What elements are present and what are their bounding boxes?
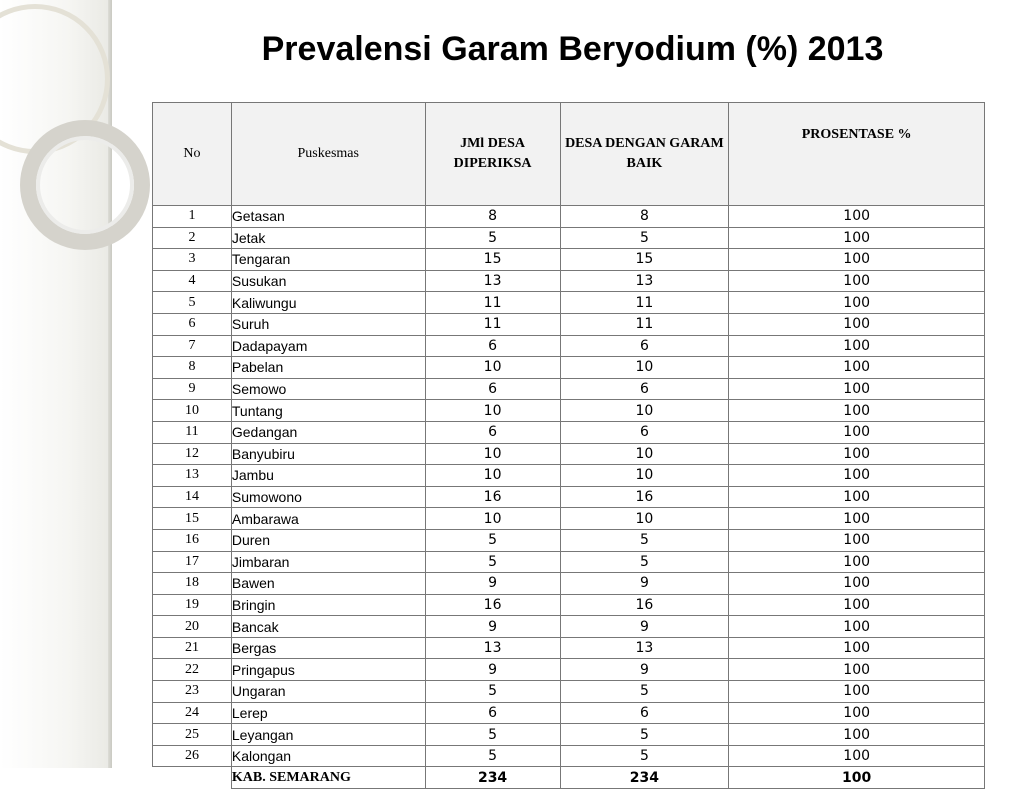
table-header-row — [153, 103, 985, 206]
cell-puskesmas: Tuntang — [231, 400, 425, 422]
total-blank-cell — [153, 767, 232, 789]
cell-jml-desa: 10 — [425, 465, 560, 487]
cell-puskesmas: Duren — [231, 529, 425, 551]
table-row — [153, 594, 985, 616]
cell-jml-desa: 9 — [425, 573, 560, 595]
cell-puskesmas: Sumowono — [231, 486, 425, 508]
cell-desa-garam-baik: 6 — [560, 378, 729, 400]
cell-prosentase: 100 — [729, 400, 985, 422]
header-desa-garam-baik: DESA DENGAN GARAM BAIK — [560, 103, 729, 206]
table-row — [153, 529, 985, 551]
cell-desa-garam-baik: 9 — [560, 573, 729, 595]
cell-no: 16 — [153, 529, 232, 551]
cell-puskesmas: Ungaran — [231, 681, 425, 703]
cell-no: 15 — [153, 508, 232, 530]
cell-desa-garam-baik: 10 — [560, 443, 729, 465]
cell-puskesmas: Jetak — [231, 227, 425, 249]
table-body — [153, 206, 985, 767]
cell-jml-desa: 11 — [425, 292, 560, 314]
table-row — [153, 357, 985, 379]
cell-puskesmas: Bringin — [231, 594, 425, 616]
cell-puskesmas: Lerep — [231, 702, 425, 724]
cell-jml-desa: 6 — [425, 335, 560, 357]
cell-puskesmas: Bancak — [231, 616, 425, 638]
table-row — [153, 400, 985, 422]
cell-desa-garam-baik: 6 — [560, 335, 729, 357]
cell-no: 24 — [153, 702, 232, 724]
cell-prosentase: 100 — [729, 421, 985, 443]
cell-prosentase: 100 — [729, 702, 985, 724]
cell-prosentase: 100 — [729, 249, 985, 271]
table-row — [153, 551, 985, 573]
cell-prosentase: 100 — [729, 357, 985, 379]
cell-prosentase: 100 — [729, 659, 985, 681]
cell-puskesmas: Kalongan — [231, 745, 425, 767]
cell-prosentase: 100 — [729, 227, 985, 249]
cell-desa-garam-baik: 5 — [560, 724, 729, 746]
table-row — [153, 745, 985, 767]
cell-no: 8 — [153, 357, 232, 379]
table-row — [153, 659, 985, 681]
header-prosentase: PROSENTASE % — [729, 103, 985, 206]
header-puskesmas: Puskesmas — [231, 103, 425, 206]
cell-jml-desa: 13 — [425, 270, 560, 292]
cell-desa-garam-baik: 9 — [560, 659, 729, 681]
cell-puskesmas: Susukan — [231, 270, 425, 292]
cell-puskesmas: Dadapayam — [231, 335, 425, 357]
cell-puskesmas: Bergas — [231, 637, 425, 659]
cell-jml-desa: 6 — [425, 421, 560, 443]
cell-puskesmas: Semowo — [231, 378, 425, 400]
prevalence-table — [152, 102, 985, 789]
cell-no: 6 — [153, 313, 232, 335]
cell-puskesmas: Leyangan — [231, 724, 425, 746]
cell-desa-garam-baik: 10 — [560, 508, 729, 530]
table-row — [153, 681, 985, 703]
cell-jml-desa: 6 — [425, 378, 560, 400]
cell-desa-garam-baik: 5 — [560, 529, 729, 551]
cell-desa-garam-baik: 10 — [560, 357, 729, 379]
cell-puskesmas: Jambu — [231, 465, 425, 487]
cell-desa-garam-baik: 10 — [560, 465, 729, 487]
cell-jml-desa: 5 — [425, 681, 560, 703]
cell-jml-desa: 16 — [425, 486, 560, 508]
table-row — [153, 573, 985, 595]
cell-no: 21 — [153, 637, 232, 659]
cell-jml-desa: 9 — [425, 659, 560, 681]
cell-no: 19 — [153, 594, 232, 616]
table-row — [153, 378, 985, 400]
cell-prosentase: 100 — [729, 313, 985, 335]
cell-no: 4 — [153, 270, 232, 292]
table-row — [153, 465, 985, 487]
total-desa-garam-baik: 234 — [560, 767, 729, 789]
total-prosentase: 100 — [729, 767, 985, 789]
cell-prosentase: 100 — [729, 745, 985, 767]
cell-puskesmas: Gedangan — [231, 421, 425, 443]
cell-prosentase: 100 — [729, 637, 985, 659]
cell-no: 12 — [153, 443, 232, 465]
cell-desa-garam-baik: 8 — [560, 206, 729, 228]
cell-prosentase: 100 — [729, 292, 985, 314]
cell-no: 1 — [153, 206, 232, 228]
cell-prosentase: 100 — [729, 206, 985, 228]
cell-no: 5 — [153, 292, 232, 314]
table-row — [153, 270, 985, 292]
total-jml-desa: 234 — [425, 767, 560, 789]
table-row — [153, 206, 985, 228]
cell-no: 17 — [153, 551, 232, 573]
cell-jml-desa: 15 — [425, 249, 560, 271]
table-row — [153, 508, 985, 530]
cell-prosentase: 100 — [729, 465, 985, 487]
cell-no: 18 — [153, 573, 232, 595]
cell-prosentase: 100 — [729, 724, 985, 746]
cell-desa-garam-baik: 10 — [560, 400, 729, 422]
cell-no: 3 — [153, 249, 232, 271]
cell-puskesmas: Suruh — [231, 313, 425, 335]
cell-jml-desa: 10 — [425, 357, 560, 379]
table-row — [153, 637, 985, 659]
header-jml-desa: JMl DESA DIPERIKSA — [425, 103, 560, 206]
cell-desa-garam-baik: 13 — [560, 637, 729, 659]
cell-puskesmas: Banyubiru — [231, 443, 425, 465]
cell-no: 14 — [153, 486, 232, 508]
cell-prosentase: 100 — [729, 681, 985, 703]
slide-title: Prevalensi Garam Beryodium (%) 2013 — [261, 30, 884, 68]
cell-jml-desa: 8 — [425, 206, 560, 228]
cell-jml-desa: 5 — [425, 551, 560, 573]
cell-puskesmas: Kaliwungu — [231, 292, 425, 314]
cell-jml-desa: 5 — [425, 529, 560, 551]
cell-prosentase: 100 — [729, 551, 985, 573]
cell-no: 25 — [153, 724, 232, 746]
cell-desa-garam-baik: 9 — [560, 616, 729, 638]
table-row — [153, 486, 985, 508]
table-row — [153, 313, 985, 335]
cell-puskesmas: Bawen — [231, 573, 425, 595]
table-row — [153, 249, 985, 271]
cell-prosentase: 100 — [729, 443, 985, 465]
cell-desa-garam-baik: 15 — [560, 249, 729, 271]
cell-no: 26 — [153, 745, 232, 767]
cell-prosentase: 100 — [729, 573, 985, 595]
cell-desa-garam-baik: 5 — [560, 681, 729, 703]
cell-desa-garam-baik: 16 — [560, 594, 729, 616]
cell-desa-garam-baik: 11 — [560, 292, 729, 314]
cell-desa-garam-baik: 13 — [560, 270, 729, 292]
cell-no: 23 — [153, 681, 232, 703]
cell-prosentase: 100 — [729, 529, 985, 551]
cell-prosentase: 100 — [729, 270, 985, 292]
cell-jml-desa: 10 — [425, 400, 560, 422]
cell-prosentase: 100 — [729, 594, 985, 616]
cell-puskesmas: Jimbaran — [231, 551, 425, 573]
table-row — [153, 724, 985, 746]
cell-no: 10 — [153, 400, 232, 422]
table-row — [153, 227, 985, 249]
cell-prosentase: 100 — [729, 508, 985, 530]
cell-jml-desa: 16 — [425, 594, 560, 616]
cell-desa-garam-baik: 5 — [560, 227, 729, 249]
cell-puskesmas: Tengaran — [231, 249, 425, 271]
cell-puskesmas: Getasan — [231, 206, 425, 228]
cell-prosentase: 100 — [729, 335, 985, 357]
cell-no: 9 — [153, 378, 232, 400]
cell-no: 22 — [153, 659, 232, 681]
cell-no: 13 — [153, 465, 232, 487]
table-row — [153, 616, 985, 638]
cell-desa-garam-baik: 6 — [560, 421, 729, 443]
cell-jml-desa: 6 — [425, 702, 560, 724]
side-panel-edge — [108, 0, 112, 768]
cell-desa-garam-baik: 6 — [560, 702, 729, 724]
cell-no: 20 — [153, 616, 232, 638]
decorative-ring-inner — [36, 136, 134, 234]
cell-puskesmas: Ambarawa — [231, 508, 425, 530]
table-row — [153, 702, 985, 724]
cell-jml-desa: 10 — [425, 443, 560, 465]
cell-jml-desa: 13 — [425, 637, 560, 659]
cell-no: 11 — [153, 421, 232, 443]
cell-jml-desa: 11 — [425, 313, 560, 335]
table-total-row — [153, 767, 985, 789]
header-no: No — [153, 103, 232, 206]
table-row — [153, 292, 985, 314]
cell-jml-desa: 5 — [425, 745, 560, 767]
cell-prosentase: 100 — [729, 616, 985, 638]
cell-jml-desa: 9 — [425, 616, 560, 638]
table-row — [153, 443, 985, 465]
cell-desa-garam-baik: 11 — [560, 313, 729, 335]
cell-prosentase: 100 — [729, 378, 985, 400]
cell-prosentase: 100 — [729, 486, 985, 508]
cell-no: 7 — [153, 335, 232, 357]
cell-puskesmas: Pabelan — [231, 357, 425, 379]
cell-puskesmas: Pringapus — [231, 659, 425, 681]
table-row — [153, 335, 985, 357]
total-label: KAB. SEMARANG — [231, 767, 425, 789]
table-row — [153, 421, 985, 443]
cell-no: 2 — [153, 227, 232, 249]
cell-desa-garam-baik: 16 — [560, 486, 729, 508]
cell-desa-garam-baik: 5 — [560, 745, 729, 767]
cell-jml-desa: 10 — [425, 508, 560, 530]
cell-jml-desa: 5 — [425, 724, 560, 746]
cell-jml-desa: 5 — [425, 227, 560, 249]
cell-desa-garam-baik: 5 — [560, 551, 729, 573]
